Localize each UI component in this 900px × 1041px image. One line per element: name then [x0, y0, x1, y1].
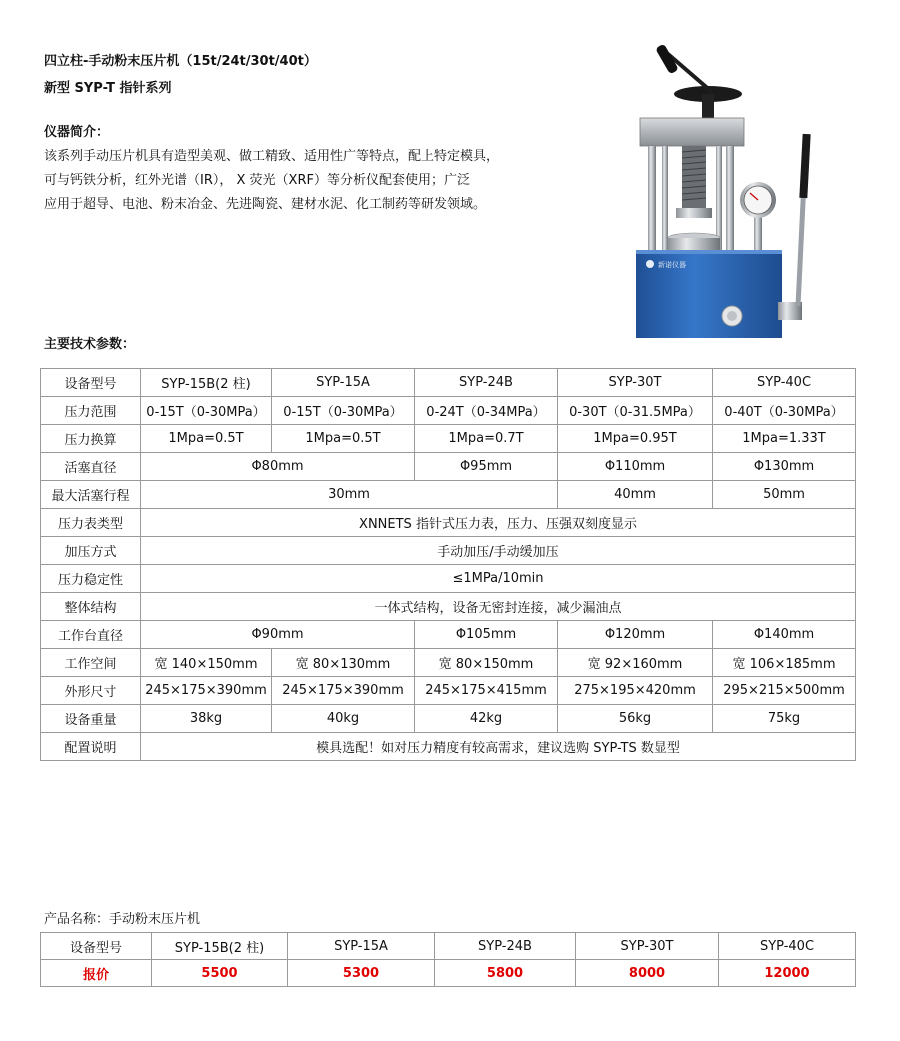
table-cell: Φ80mm	[141, 453, 415, 481]
product-name: 产品名称：手动粉末压片机	[44, 912, 201, 927]
table-row	[41, 933, 856, 960]
table-cell: 0-24T（0-34MPa）	[415, 397, 558, 425]
row-label: 外形尺寸	[41, 677, 141, 705]
row-label: 设备型号	[41, 933, 152, 960]
table-cell: Φ90mm	[141, 621, 415, 649]
price-label: 报价	[41, 960, 152, 987]
model-cell: SYP-30T	[576, 933, 719, 960]
row-label: 压力换算	[41, 425, 141, 453]
model-cell: SYP-24B	[435, 933, 576, 960]
model-cell: SYP-15A	[288, 933, 435, 960]
model-cell: SYP-15B(2 柱)	[152, 933, 288, 960]
table-cell: 50mm	[713, 481, 856, 509]
row-label: 配置说明	[41, 733, 141, 761]
price-cell: 12000	[719, 960, 856, 987]
table-row	[41, 509, 856, 537]
table-cell: 宽 140×150mm	[141, 649, 272, 677]
table-cell: ≤1MPa/10min	[141, 565, 856, 593]
table-row	[41, 621, 856, 649]
model-cell: SYP-15B(2 柱)	[141, 369, 272, 397]
table-cell: 0-30T（0-31.5MPa）	[558, 397, 713, 425]
table-cell: 30mm	[141, 481, 558, 509]
table-cell: 275×195×420mm	[558, 677, 713, 705]
table-cell: Φ105mm	[415, 621, 558, 649]
model-cell: SYP-15A	[272, 369, 415, 397]
price-cell: 5800	[435, 960, 576, 987]
table-row	[41, 481, 856, 509]
row-label: 活塞直径	[41, 453, 141, 481]
table-cell: 0-15T（0-30MPa）	[272, 397, 415, 425]
table-cell: 1Mpa=1.33T	[713, 425, 856, 453]
table-cell: 1Mpa=0.5T	[141, 425, 272, 453]
table-cell: 245×175×415mm	[415, 677, 558, 705]
table-cell: 42kg	[415, 705, 558, 733]
table-cell: 40kg	[272, 705, 415, 733]
table-cell: 1Mpa=0.5T	[272, 425, 415, 453]
table-row	[41, 593, 856, 621]
specs-heading: 主要技术参数：	[44, 337, 136, 352]
table-cell: 宽 106×185mm	[713, 649, 856, 677]
price-cell: 8000	[576, 960, 719, 987]
brand-logo: 新诺仪器	[658, 261, 686, 269]
price-cell: 5500	[152, 960, 288, 987]
table-cell: 宽 92×160mm	[558, 649, 713, 677]
product-photo	[628, 36, 824, 340]
table-cell: 75kg	[713, 705, 856, 733]
table-cell: 38kg	[141, 705, 272, 733]
table-cell: 56kg	[558, 705, 713, 733]
price-cell: 5300	[288, 960, 435, 987]
table-cell: 0-40T（0-30MPa）	[713, 397, 856, 425]
table-row	[41, 565, 856, 593]
table-cell: XNNETS 指针式压力表，压力、压强双刻度显示	[141, 509, 856, 537]
row-label: 加压方式	[41, 537, 141, 565]
table-cell: 模具选配！如对压力精度有较高需求，建议选购 SYP-TS 数显型	[141, 733, 856, 761]
table-row	[41, 677, 856, 705]
table-cell: Φ110mm	[558, 453, 713, 481]
row-label: 设备型号	[41, 369, 141, 397]
table-cell: 295×215×500mm	[713, 677, 856, 705]
model-cell: SYP-40C	[713, 369, 856, 397]
spec-table	[40, 368, 856, 761]
model-cell: SYP-40C	[719, 933, 856, 960]
row-label: 压力表类型	[41, 509, 141, 537]
table-row	[41, 649, 856, 677]
intro-line: 应用于超导、电池、粉末冶金、先进陶瓷、建材水泥、化工制药等研发领域。	[44, 197, 487, 212]
document-subtitle: 新型 SYP-T 指针系列	[44, 81, 172, 96]
table-row	[41, 537, 856, 565]
table-cell: 手动加压/手动缓加压	[141, 537, 856, 565]
table-cell: 245×175×390mm	[272, 677, 415, 705]
row-label: 工作空间	[41, 649, 141, 677]
table-row	[41, 453, 856, 481]
table-row	[41, 397, 856, 425]
row-label: 工作台直径	[41, 621, 141, 649]
price-row	[41, 960, 856, 987]
price-table	[40, 932, 856, 987]
table-cell: 宽 80×130mm	[272, 649, 415, 677]
table-cell: Φ95mm	[415, 453, 558, 481]
table-row	[41, 425, 856, 453]
table-cell: 245×175×390mm	[141, 677, 272, 705]
row-label: 压力稳定性	[41, 565, 141, 593]
row-label: 压力范围	[41, 397, 141, 425]
model-cell: SYP-30T	[558, 369, 713, 397]
table-row	[41, 705, 856, 733]
table-cell: Φ130mm	[713, 453, 856, 481]
row-label: 设备重量	[41, 705, 141, 733]
intro-paragraph	[44, 145, 604, 217]
row-label: 最大活塞行程	[41, 481, 141, 509]
table-row	[41, 369, 856, 397]
table-cell: 40mm	[558, 481, 713, 509]
intro-line: 该系列手动压片机具有造型美观、做工精致、适用性广等特点，配上特定模具，	[44, 149, 500, 164]
table-row	[41, 733, 856, 761]
table-cell: 1Mpa=0.95T	[558, 425, 713, 453]
table-cell: Φ120mm	[558, 621, 713, 649]
intro-line: 可与钙铁分析，红外光谱（IR）， X 荧光（XRF）等分析仪配套使用；广泛	[44, 173, 470, 188]
model-cell: SYP-24B	[415, 369, 558, 397]
table-cell: Φ140mm	[713, 621, 856, 649]
table-cell: 一体式结构，设备无密封连接，减少漏油点	[141, 593, 856, 621]
document-title: 四立柱-手动粉末压片机（15t/24t/30t/40t）	[44, 54, 317, 69]
table-cell: 宽 80×150mm	[415, 649, 558, 677]
table-cell: 1Mpa=0.7T	[415, 425, 558, 453]
intro-heading: 仪器简介：	[44, 125, 110, 140]
row-label: 整体结构	[41, 593, 141, 621]
table-cell: 0-15T（0-30MPa）	[141, 397, 272, 425]
